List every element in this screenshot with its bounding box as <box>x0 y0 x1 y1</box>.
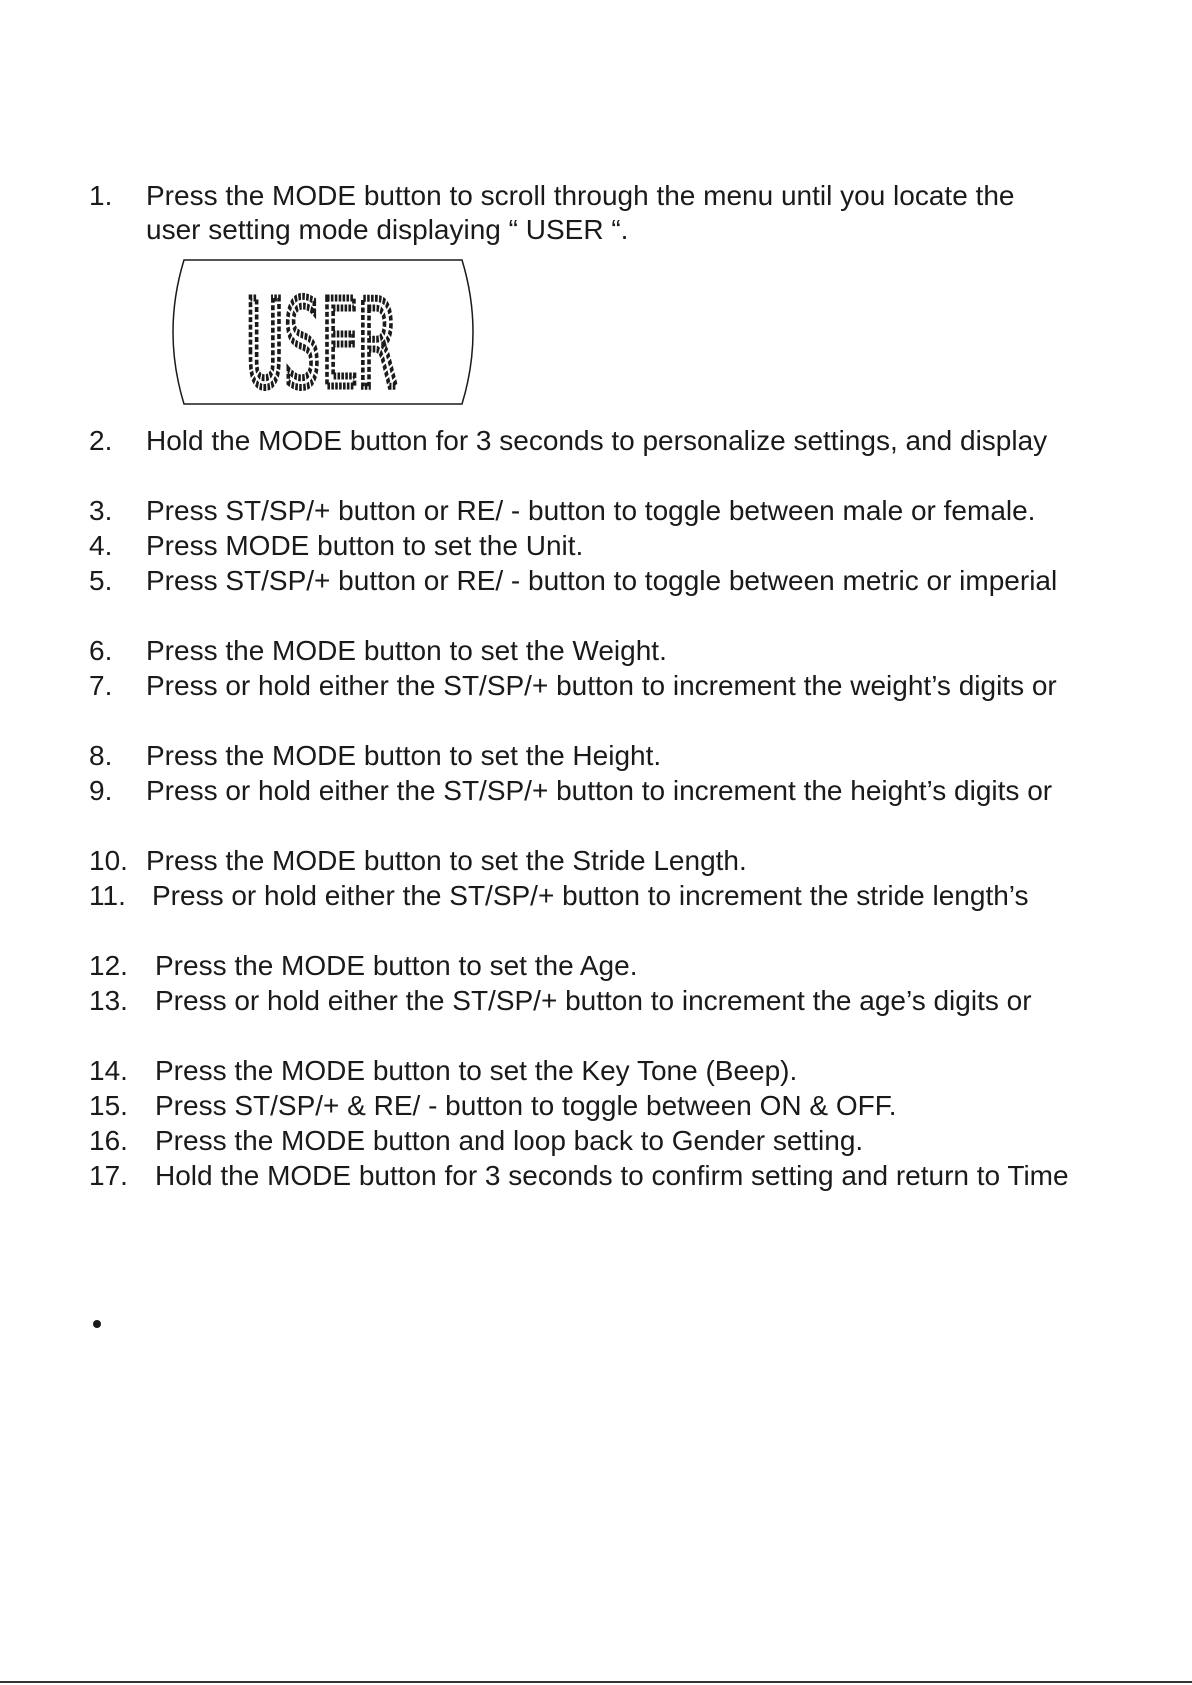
step-number: 7. <box>89 670 113 701</box>
step-text: Press ST/SP/+ & RE/ - button to toggle between ON & OFF. <box>155 1090 897 1121</box>
step-number: 16. <box>89 1125 128 1156</box>
step-text: Press or hold either the ST/SP/+ button to increment the weight’s digits or <box>146 670 1057 701</box>
lcd-display-illustration <box>158 258 484 415</box>
step-text: Hold the MODE button for 3 seconds to personalize settings, and display <box>146 425 1048 456</box>
step-number: 9. <box>89 775 113 806</box>
step-text: Press ST/SP/+ button or RE/ - button to toggle between male or female. <box>146 495 1036 526</box>
lcd-text: USER <box>246 276 397 415</box>
page-bottom-rule <box>0 1681 1192 1683</box>
step-number: 17. <box>89 1160 128 1191</box>
step-number: 3. <box>89 495 113 526</box>
step-text: Press or hold either the ST/SP/+ button to increment the age’s digits or <box>155 985 1032 1016</box>
step-text: Press the MODE button to set the Stride Length. <box>146 845 747 876</box>
step-text: Press MODE button to set the Unit. <box>146 530 584 561</box>
step-text-continued: user setting mode displaying “ USER “. <box>146 214 629 245</box>
step-number: 2. <box>89 425 113 456</box>
step-number: 5. <box>89 565 113 596</box>
step-number: 1. <box>89 180 113 211</box>
step-number: 4. <box>89 530 113 561</box>
step-text: Press the MODE button and loop back to Gender setting. <box>155 1125 864 1156</box>
step-text: Press the MODE button to set the Height. <box>146 740 662 771</box>
step-text: Press the MODE button to scroll through the menu until you locate the <box>146 180 1015 211</box>
step-number: 8. <box>89 740 113 771</box>
step-text: Press or hold either the ST/SP/+ button to increment the height’s digits or <box>146 775 1053 806</box>
step-number: 15. <box>89 1090 128 1121</box>
step-number: 14. <box>89 1055 128 1086</box>
step-text: Press ST/SP/+ button or RE/ - button to toggle between metric or imperial <box>146 565 1058 596</box>
step-text: Press the MODE button to set the Key Tone (Beep). <box>155 1055 798 1086</box>
step-number: 6. <box>89 635 113 666</box>
step-text: Press the MODE button to set the Weight. <box>146 635 667 666</box>
step-number: 13. <box>89 985 128 1016</box>
step-number: 12. <box>89 950 128 981</box>
step-text: Press the MODE button to set the Age. <box>155 950 638 981</box>
step-text: Hold the MODE button for 3 seconds to confirm setting and return to Time <box>155 1160 1069 1191</box>
step-number: 10. <box>89 845 128 876</box>
step-text: Press or hold either the ST/SP/+ button to increment the stride length’s <box>152 880 1029 911</box>
step-number: 11. <box>89 880 126 911</box>
bullet-dot <box>93 1320 101 1328</box>
